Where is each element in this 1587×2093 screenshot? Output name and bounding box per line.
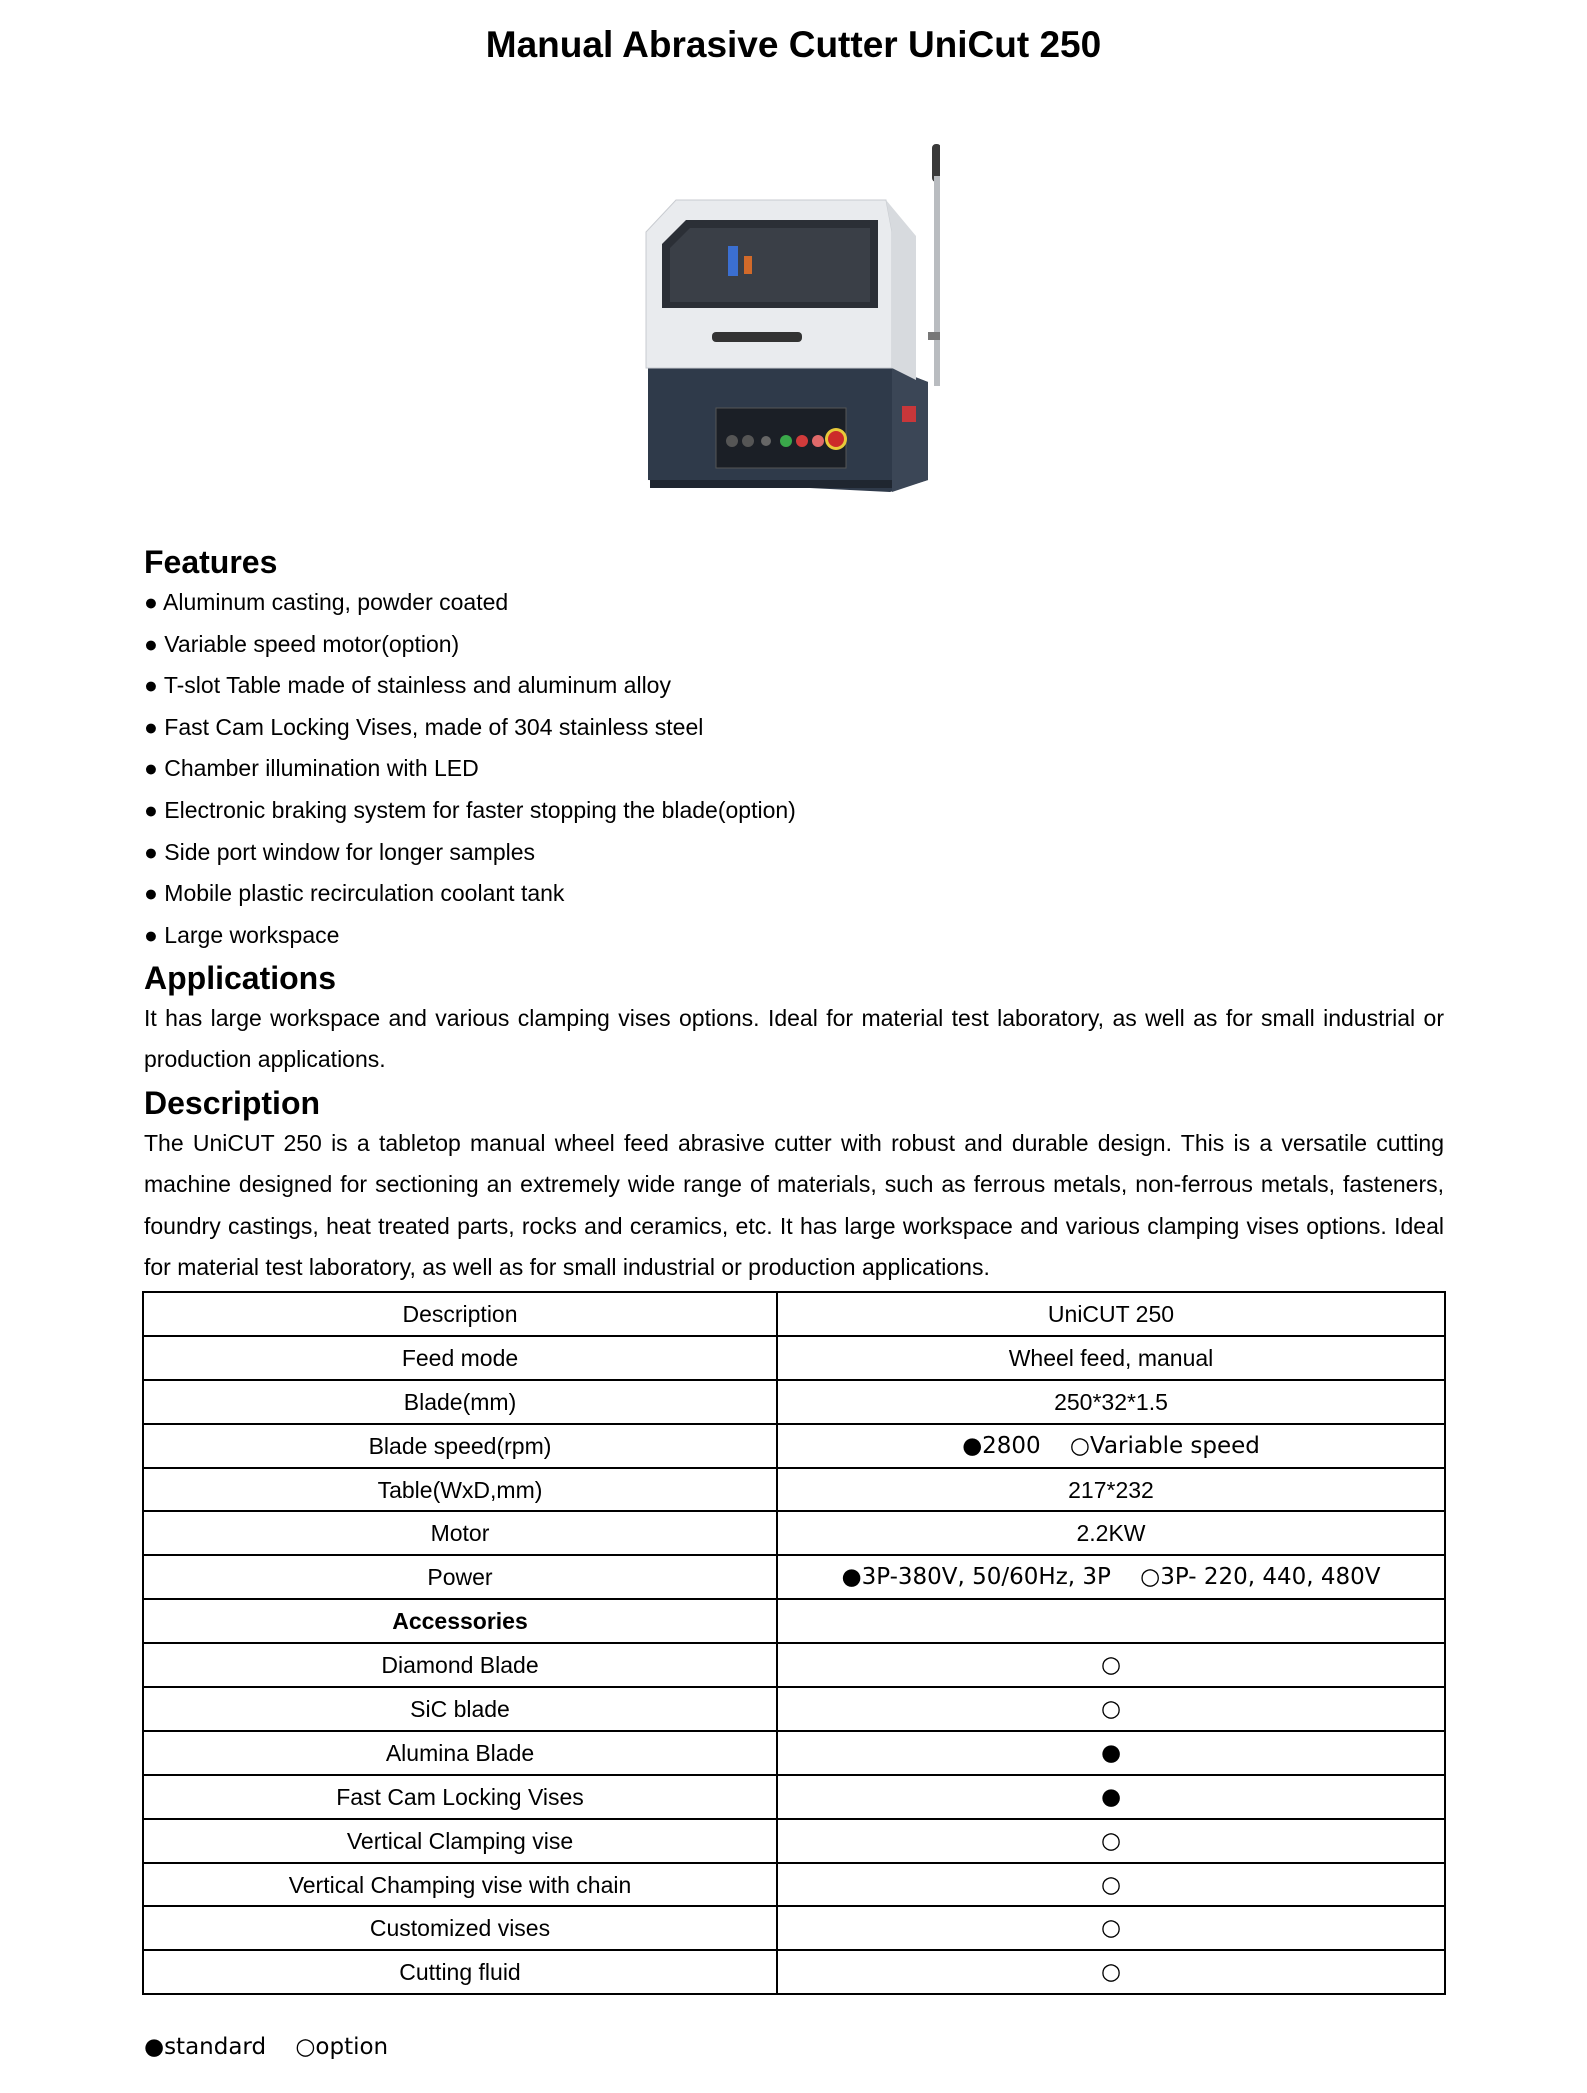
option-mark: ○ [777,1687,1445,1731]
description-heading: Description [144,1085,321,1121]
table-row [143,1863,1445,1907]
spec-label: Feed mode [143,1336,777,1380]
feature-item: ● Side port window for longer samples [144,838,536,865]
spec-label: Fast Cam Locking Vises [143,1775,777,1819]
spec-label: Cutting fluid [143,1950,777,1994]
feature-item: ● Mobile plastic recirculation coolant tank [144,880,565,907]
spec-table [142,1291,1446,1995]
page-title: Manual Abrasive Cutter UniCut 250 [485,24,1102,65]
spec-label: Blade(mm) [143,1380,777,1424]
spec-label: Table(WxD,mm) [143,1468,777,1512]
table-row [143,1906,1445,1950]
spec-value: UniCUT 250 [777,1292,1445,1336]
spec-label: Alumina Blade [143,1731,777,1775]
standard-mark: ● [777,1775,1445,1819]
spec-label: Vertical Champing vise with chain [143,1863,777,1907]
option-mark: ○ [777,1819,1445,1863]
spec-label: Vertical Clamping vise [143,1819,777,1863]
features-list [144,582,1444,956]
spec-label: Customized vises [143,1906,777,1950]
legend: ●standard ○option [144,2034,389,2060]
table-row [143,1599,1445,1643]
spec-value: ●3P-380V, 50/60Hz, 3P ○3P- 220, 440, 480V [777,1555,1445,1599]
spec-value: 217*232 [777,1468,1445,1512]
option-mark: ○ [777,1950,1445,1994]
option-mark: ○ [777,1863,1445,1907]
spec-label: Motor [143,1511,777,1555]
feature-item: ● Aluminum casting, powder coated [144,589,509,615]
spec-label: Description [143,1292,777,1336]
spec-value: 250*32*1.5 [777,1380,1445,1424]
table-row [143,1424,1445,1468]
applications-text: It has large workspace and various clamping vises options. Ideal for material test laboratory, as well as for small industrial or production applications. [144,1005,1444,1073]
table-row [143,1468,1445,1512]
machine-photo [640,136,940,506]
feature-item: ● Electronic braking system for faster stopping the blade(option) [144,796,796,823]
table-row [143,1336,1445,1380]
table-row [143,1731,1445,1775]
spec-value [777,1599,1445,1643]
table-row [143,1775,1445,1819]
table-row [143,1555,1445,1599]
feature-item: ● Fast Cam Locking Vises, made of 304 stainless steel [144,713,704,740]
feature-item: ● Chamber illumination with LED [144,755,479,782]
spec-value: Wheel feed, manual [777,1336,1445,1380]
applications-section [144,958,1444,1081]
table-row [143,1380,1445,1424]
spec-value: 2.2KW [777,1511,1445,1555]
accessories-heading: Accessories [143,1599,777,1643]
feature-item: ● Large workspace [144,921,340,948]
table-row [143,1643,1445,1687]
table-row [143,1687,1445,1731]
description-text: The UniCUT 250 is a tabletop manual wheel feed abrasive cutter with robust and durable design. This is a versatile cutting machine designed for sectioning an extremely wide range of materials, such as ferrous metals, non-ferrous metals, fasteners, foundry castings, heat treated parts, rocks and ceramics, etc. It has large workspace and various clamping vises options. Ideal for material test laboratory, as well as for small industrial or production applications. [144,1130,1444,1280]
table-row [143,1292,1445,1336]
spec-label: Diamond Blade [143,1643,777,1687]
features-heading: Features [144,544,278,580]
spec-label: Power [143,1555,777,1599]
description-section [144,1083,1444,1288]
spec-value: ●2800 ○Variable speed [777,1424,1445,1468]
spec-label: SiC blade [143,1687,777,1731]
table-row [143,1819,1445,1863]
applications-heading: Applications [144,960,337,996]
standard-mark: ● [777,1731,1445,1775]
feature-item: ● Variable speed motor(option) [144,630,460,657]
table-row [143,1511,1445,1555]
feature-item: ● T-slot Table made of stainless and aluminum alloy [144,672,671,699]
option-mark: ○ [777,1906,1445,1950]
option-mark: ○ [777,1643,1445,1687]
table-row [143,1950,1445,1994]
spec-label: Blade speed(rpm) [143,1424,777,1468]
features-section [144,542,1444,956]
